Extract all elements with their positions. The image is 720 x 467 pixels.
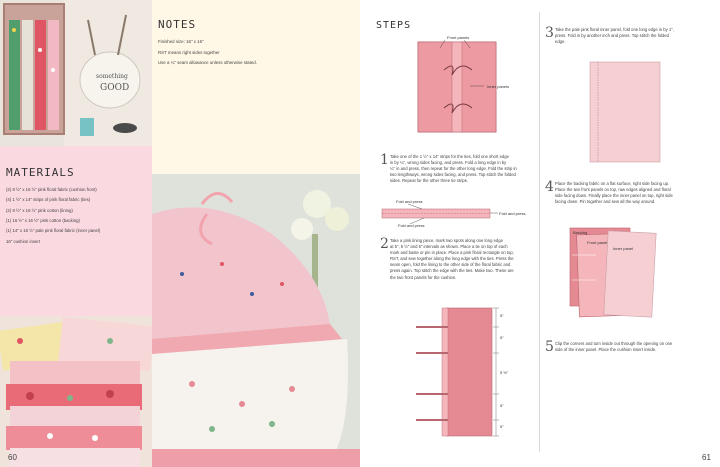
step-line: Clip the corners and turn inside out through the opening on one: [555, 341, 673, 346]
layered-panels-diagram: [360, 220, 720, 340]
materials-heading: MATERIALS: [6, 166, 75, 179]
step-5-number: 5: [545, 339, 554, 355]
materials-section: [0, 146, 152, 316]
step-4-number: 4: [545, 179, 554, 195]
fabric-stack-illustration: [0, 316, 152, 467]
steps-heading: STEPS: [376, 20, 412, 31]
step-line: side facing down. Finally place the inner panel on top, right side: [555, 193, 673, 199]
step-line: at 5", 5 ½" and 5" intervals as shown. Place a tie on top of each: [390, 244, 508, 250]
materials-item: 16" cushion insert: [6, 238, 41, 244]
step-line: press again. Top stitch the edge with the ties. Make two. These are: [390, 268, 514, 274]
dim-label: 5": [500, 424, 504, 429]
layer-label-inner: Inner panel: [613, 246, 634, 251]
step-line: two lengthways, wrong sides facing, and press. Top stitch the folded: [390, 172, 516, 178]
step-line: press. Fold in by another inch and press. Top stitch the folded: [555, 33, 669, 39]
step-line: ¼" in and press, then repeat for the other long edge. Fold the strip in: [390, 166, 517, 172]
svg-text:something: something: [96, 73, 128, 80]
materials-item: (1) 14" x 16 ½" pale pink floral fabric (inner panel): [6, 228, 101, 234]
fig1-front-label: Front panels: [447, 35, 470, 40]
fold-label-1: Fold and press: [396, 199, 423, 204]
materials-item: (2) 8 ½" x 16 ½" pink cotton (lining): [6, 207, 73, 213]
craft-supplies-photo: [0, 0, 152, 146]
step-line: Place the two front panels on top, raw edges aligned and floral: [555, 187, 671, 193]
craft-supplies-illustration: [0, 0, 152, 146]
materials-item: (1) 16 ½" x 16 ½" pink cotton (backing): [6, 218, 80, 224]
dim-label: 5": [500, 313, 504, 318]
step-line: the two front panels for the cushion.: [390, 274, 457, 280]
page-number-left: 60: [8, 453, 17, 462]
dim-label: 5": [500, 335, 504, 340]
right-page: [360, 0, 720, 467]
step-1-text: [390, 154, 517, 184]
dim-label: 5": [500, 403, 504, 408]
notes-line: Finished size: 16" x 16": [158, 39, 204, 44]
step-line: Take a pink lining piece, mark two spots along one long edge: [390, 238, 503, 243]
fold-label-3: Fold and press: [398, 223, 425, 228]
step-2-number: 2: [380, 236, 389, 252]
layer-label-backing: Backing: [573, 230, 588, 235]
notes-section: [152, 0, 360, 174]
fabric-stack-photo: [0, 316, 152, 467]
fig1-inner-label: Inner panels: [487, 84, 510, 89]
step-line: RST, and sew together along the long edge with the ties. Press the: [390, 256, 514, 262]
step-line: side of the inner panel. Place the cushion insert inside.: [555, 347, 657, 353]
step-line: edge.: [555, 39, 566, 45]
inner-panel-diagram: [360, 0, 720, 150]
svg-text:GOOD: GOOD: [100, 83, 130, 93]
step-line: Take one of the 1 ½" x 14" strips for the ties, fold one short edge: [390, 154, 509, 159]
materials-item: (2) 8 ½" x 16 ½" pink floral fabric (cushion front): [6, 187, 97, 192]
pillows-illustration: [152, 174, 360, 467]
step-line: mark and baste or pin in place. Place a pink floral rectangle on top,: [390, 250, 514, 256]
step-line: Place the backing fabric on a flat surface, right side facing up.: [555, 181, 670, 186]
step-line: seam open, fold the lining to the other side of the floral fabric and: [390, 262, 511, 268]
notes-line: Use a ¼" seam allowance unless otherwise stated.: [158, 60, 257, 65]
step-line: sides. Repeat for the other three tie strips.: [390, 178, 468, 184]
step-3-number: 3: [545, 25, 554, 41]
step-line: facing down. Pin together and sew all the way around.: [555, 199, 656, 205]
fold-label-2: Fold and press: [499, 211, 526, 216]
step-5-text: [555, 341, 672, 353]
notes-line: RST means right sides together: [158, 49, 220, 55]
dim-label: 5 ½": [500, 370, 509, 375]
page-number-right: 61: [702, 453, 711, 462]
notes-heading: NOTES: [158, 18, 197, 31]
materials-item: (4) 1 ½" x 14" strips of pink floral fabric (ties): [6, 197, 91, 203]
step-line: in by ¼", wrong sides facing, and press. Fold a long edge in by: [390, 160, 507, 166]
pillows-photo: [152, 174, 360, 467]
step-line: Take the pale pink floral inner panel, fold one long edge in by 1",: [555, 27, 674, 32]
step-1-number: 1: [380, 152, 389, 168]
layer-label-front: Front panel: [587, 240, 608, 245]
step-4-text: [555, 181, 673, 205]
